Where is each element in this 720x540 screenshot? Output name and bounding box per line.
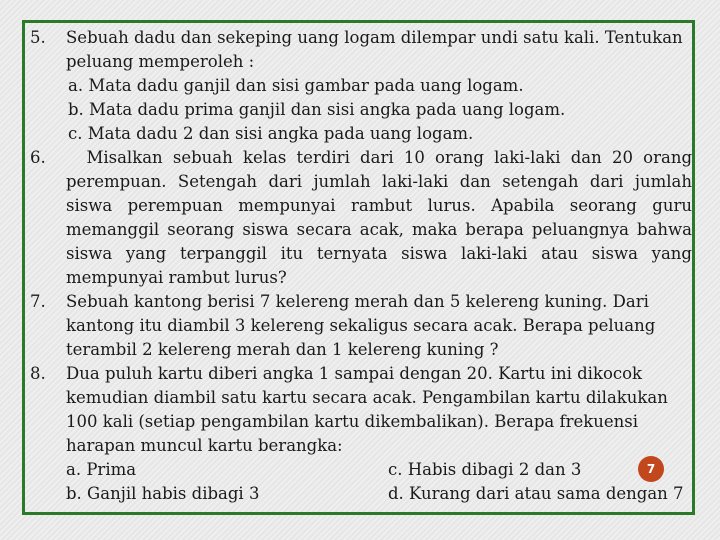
page-number-badge: 7 [638,456,664,482]
options-row [66,482,692,506]
question-line: Sebuah kantong berisi 7 kelereng merah dan 5 kelereng kuning. Dari [66,292,649,311]
option: a. Prima [66,460,137,479]
question-7 [30,290,692,362]
question-5 [30,26,692,146]
question-line: peluang memperoleh : [66,52,255,71]
question-8 [30,362,692,506]
sub-question: a. Mata dadu ganjil dan sisi gambar pada uang logam. [68,76,524,95]
option: d. Kurang dari atau sama dengan 7 [388,484,684,503]
question-line: terambil 2 kelereng merah dan 1 kelereng kuning ? [66,340,499,359]
sub-question: c. Mata dadu 2 dan sisi angka pada uang logam. [68,124,474,143]
question-line: harapan muncul kartu berangka: [66,436,343,455]
sub-question: b. Mata dadu prima ganjil dan sisi angka pada uang logam. [68,100,566,119]
question-text: Misalkan sebuah kelas terdiri dari 10 orang laki-laki dan 20 orang perempuan. Setengah dari jumlah laki-laki dan setengah dari jumlah siswa perempuan mempunyai rambut lurus. Apabila seorang guru memanggil seorang siswa secara acak, maka berapa peluangnya bahwa siswa yang terpanggil itu ternyata siswa laki-laki atau siswa yang mempunyai rambut lurus? [66,148,698,287]
question-line: kantong itu diambil 3 kelereng sekaligus secara acak. Berapa peluang [66,316,656,335]
question-number: 5. [30,28,46,47]
question-6 [30,146,698,290]
options-row [66,458,692,482]
question-number: 8. [30,364,46,383]
question-line: kemudian diambil satu kartu secara acak. Pengambilan kartu dilakukan [66,388,668,407]
option: c. Habis dibagi 2 dan 3 [388,460,582,479]
question-number: 7. [30,292,46,311]
question-line: Sebuah dadu dan sekeping uang logam dilempar undi satu kali. Tentukan [66,28,683,47]
option: b. Ganjil habis dibagi 3 [66,484,260,503]
question-line: 100 kali (setiap pengambilan kartu dikembalikan). Berapa frekuensi [66,412,639,431]
question-list [30,26,698,506]
question-number: 6. [30,148,46,167]
question-line: Dua puluh kartu diberi angka 1 sampai dengan 20. Kartu ini dikocok [66,364,643,383]
